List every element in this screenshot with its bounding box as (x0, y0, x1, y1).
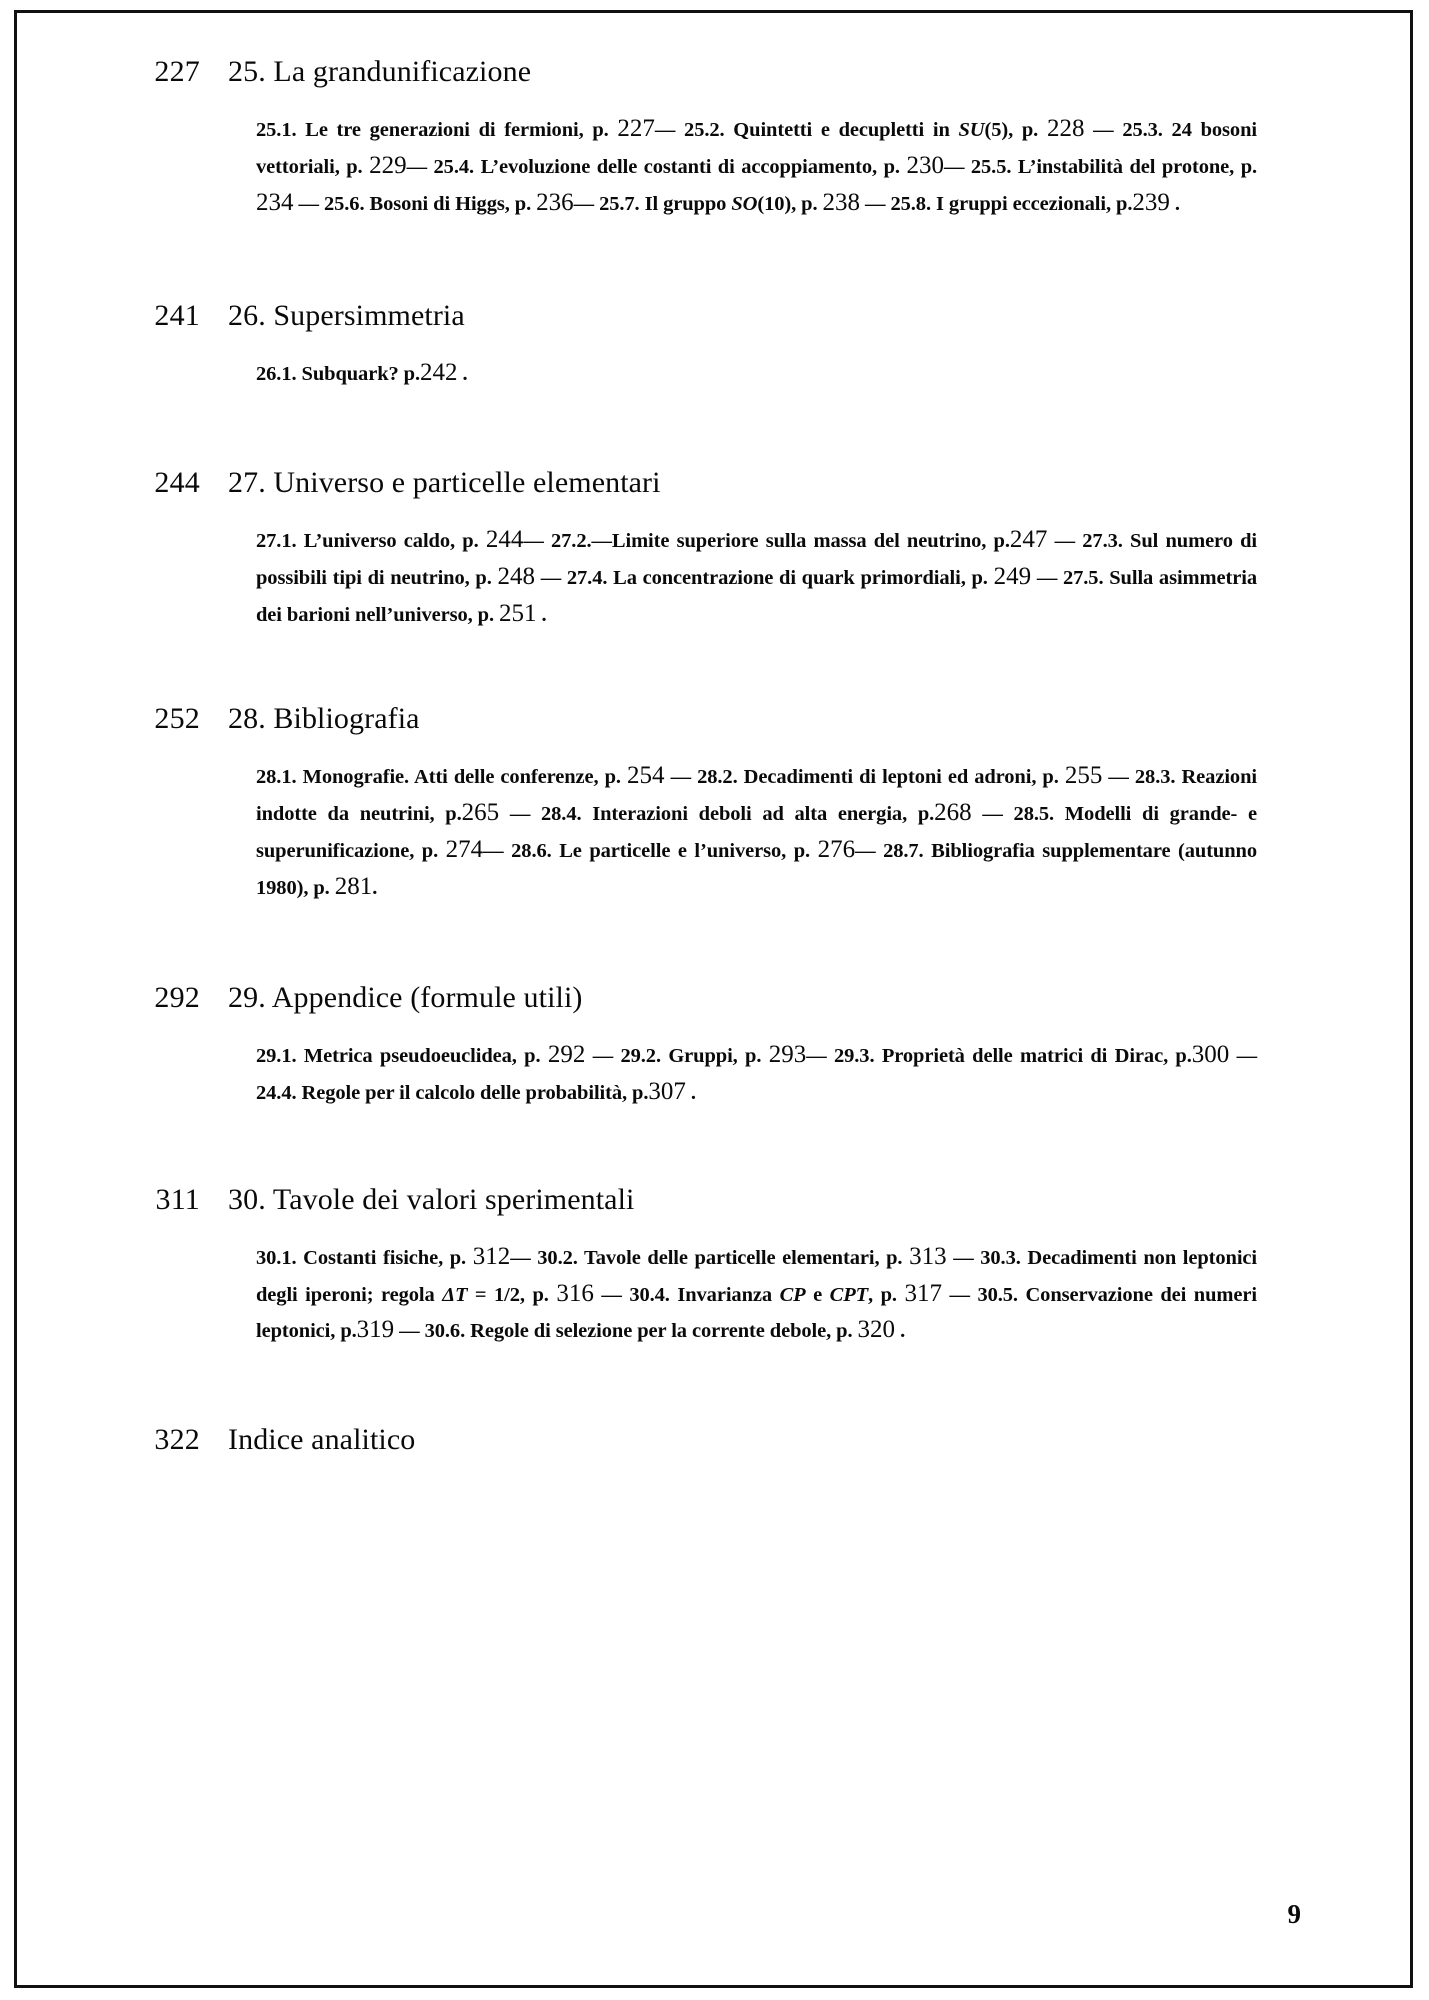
sub-30-5-page: 319 (356, 1316, 395, 1344)
toc-entry-heading (120, 466, 1309, 500)
sub-27-3-page: 248 (497, 562, 535, 590)
sub-27-1-num: 27.1. (256, 530, 297, 552)
page-folio-number: 9 (1287, 1899, 1301, 1929)
sub-25-1-num: 25.1. (256, 119, 297, 141)
toc-entry-29[interactable] (120, 981, 1309, 1111)
toc-entry-30[interactable] (120, 1183, 1309, 1349)
spacer (120, 905, 1309, 981)
toc-entry-heading (120, 55, 1309, 89)
sub-25-7-num: 25.7. (599, 192, 640, 215)
sub-30-3-num: 30.3. (980, 1246, 1021, 1269)
sub-28-3-page: 265 (461, 799, 500, 826)
toc-subentries-28: 28.1. Monografie. Atti delle conferenze, p. 254 — 28.2. Decadimenti di leptoni ed adroni, p. 255 — 28.3. Reazioni indotte da neutrini, p.265 — 28.4. Interazioni deboli ad alta energia, p.268 — 28.5. Modelli di grande- e superunificazione, p. 274— 28.6. Le particelle e l’universo, p. 276— 28.7. Bibliografia supplementare (autunno 1980), p. 281. (256, 762, 1257, 900)
sub-30-4-num: 30.4. (629, 1283, 670, 1306)
sub-25-8-page: 239 (1132, 188, 1170, 216)
sub-25-2-page: 228 (1046, 115, 1085, 142)
toc-entry-title: 26. Supersimmetria (228, 299, 465, 333)
sub-27-1-page: 244 (485, 526, 524, 553)
sub-27-4-page: 249 (993, 562, 1032, 590)
sub-29-2-num: 29.2. (620, 1045, 661, 1068)
toc-entry-title: 29. Appendice (formule utili) (228, 981, 583, 1015)
sub-28-6-page: 276 (817, 835, 856, 863)
sub-25-1-page: 227 (617, 115, 655, 142)
toc-entry-page-number: 241 (154, 299, 200, 333)
toc-entry-title: Indice analitico (228, 1423, 416, 1456)
sub-25-3-page: 229 (369, 151, 407, 179)
sub-25-5-num: 25.5. (970, 155, 1012, 178)
sub-28-2-page: 255 (1064, 762, 1103, 790)
sub-27-3-num: 27.3. (1082, 530, 1123, 552)
toc-entry-page-number: 227 (154, 55, 200, 88)
toc-entry-title: 25. La grandunificazione (228, 55, 532, 88)
toc-entry-title: 28. Bibliografia (228, 702, 420, 736)
toc-entry-heading (120, 299, 1309, 333)
sub-30-2-page: 313 (909, 1242, 947, 1270)
sub-30-5-num: 30.5. (977, 1283, 1018, 1306)
sub-29-2-page: 293 (768, 1041, 807, 1069)
sub-27-5-num: 27.5. (1062, 566, 1104, 589)
spacer (120, 221, 1309, 299)
toc-subentries-29: 29.1. Metrica pseudoeuclidea, p. 292 — 29.2. Gruppi, p. 293— 29.3. Proprietà delle matrici di Dirac, p.300 — 24.4. Regole per il calcolo delle probabilità, p.307 . (256, 1041, 1258, 1105)
sub-25-8-num: 25.8. (890, 192, 931, 215)
toc-entry-page-number: 244 (154, 466, 200, 499)
toc-entry-26[interactable] (120, 299, 1309, 392)
sub-28-2-num: 28.2. (697, 766, 738, 789)
sub-28-5-num: 28.5. (1013, 803, 1055, 825)
toc-subentries-26: 26.1. Subquark? p.242 . (256, 359, 468, 387)
sub-30-6-page: 320 (857, 1316, 896, 1344)
toc-entry-indice-analitico[interactable] (120, 1423, 1309, 1457)
sub-28-7-page: 281 (334, 872, 373, 900)
sub-30-1-page: 312 (472, 1242, 511, 1270)
sub-29-4-num: 24.4. (256, 1082, 297, 1104)
sub-25-6-page: 236 (536, 188, 574, 216)
toc-entry-28[interactable] (120, 702, 1309, 905)
toc-subentries-27: 27.1. L’universo caldo, p. 244— 27.2.—Limite superiore sulla massa del neutrino, p.247 — 27.3. Sul numero di possibili tipi di neutrino, p. 248 — 27.4. La concentrazione di quark primordiali, p. 249 — 27.5. Sulla asimmetria dei barioni nell’universo, p. 251 . (256, 526, 1257, 627)
sub-28-6-num: 28.6. (511, 839, 552, 862)
sub-30-1-num: 30.1. (256, 1246, 297, 1269)
toc-entry-heading (120, 702, 1309, 736)
toc-entry-title: 27. Universo e particelle elementari (228, 466, 661, 499)
spacer (120, 1349, 1309, 1423)
sub-25-3-num: 25.3. (1122, 119, 1163, 141)
sub-25-4-num: 25.4. (433, 155, 475, 178)
toc-entry-27[interactable] (120, 466, 1309, 632)
sub-25-4-page: 230 (906, 151, 944, 179)
sub-28-5-page: 274 (445, 835, 484, 863)
toc-entry-heading (120, 1423, 1309, 1457)
toc-entry-page-number: 322 (154, 1423, 200, 1456)
toc-entry-25[interactable] (120, 55, 1309, 221)
spacer (120, 1111, 1309, 1183)
sub-25-7-page: 238 (822, 188, 861, 216)
toc-entry-page-number: 311 (155, 1182, 200, 1216)
sub-26-1-num: 26.1. (256, 363, 297, 386)
sub-28-4-num: 28.4. (541, 803, 582, 825)
sub-30-3-page: 316 (556, 1279, 594, 1307)
sub-28-4-page: 268 (934, 799, 972, 826)
sub-28-7-num: 28.7. (883, 839, 924, 862)
sub-26-1-page: 242 (420, 359, 458, 387)
sub-25-2-num: 25.2. (684, 119, 725, 141)
sub-27-2-num: 27.2. (551, 530, 592, 552)
sub-29-3-num: 29.3. (833, 1045, 875, 1068)
toc-subentries-25: 25.1. Le tre generazioni di fermioni, p. 227— 25.2. Quintetti e decupletti in SU(5), p. 228 — 25.3. 24 bosoni vettoriali, p. 229— 25.4. L’evoluzione delle costanti di accoppiamento, p. 230— 25.5. L’instabilità del protone, p. 234 — 25.6. Bosoni di Higgs, p. 236— 25.7. Il gruppo SO(10), p. 238 — 25.8. I gruppi eccezionali, p.239 . (256, 115, 1258, 216)
sub-29-1-num: 29.1. (256, 1045, 297, 1068)
toc-entry-page-number: 292 (154, 981, 200, 1015)
sub-30-2-num: 30.2. (537, 1246, 578, 1269)
sub-25-6-num: 25.6. (323, 192, 365, 215)
sub-28-1-page: 254 (627, 762, 665, 790)
sub-27-4-num: 27.4. (566, 566, 608, 589)
sub-28-3-num: 28.3. (1134, 766, 1176, 789)
spacer (120, 632, 1309, 702)
sub-28-1-num: 28.1. (256, 766, 297, 789)
sub-29-4-page: 307 (648, 1078, 686, 1105)
sub-29-3-page: 300 (1191, 1041, 1230, 1069)
toc-entry-title: 30. Tavole dei valori sperimentali (228, 1182, 635, 1216)
sub-30-6-num: 30.6. (424, 1320, 466, 1343)
sub-30-4-page: 317 (904, 1279, 942, 1307)
sub-29-1-page: 292 (547, 1041, 586, 1069)
sub-27-2-page: 247 (1009, 526, 1048, 553)
toc-entry-page-number: 252 (154, 702, 200, 736)
sub-27-5-page: 251 (499, 599, 537, 627)
toc-entry-heading (120, 981, 1309, 1015)
sub-25-5-page: 234 (256, 188, 294, 216)
spacer (120, 392, 1309, 466)
toc-subentries-30: 30.1. Costanti fisiche, p. 312— 30.2. Tavole delle particelle elementari, p. 313 — 30.3. Decadimenti non leptonici degli iperoni; regola ΔT = 1/2, p. 316 — 30.4. Invarianza CP e CPT, p. 317 — 30.5. Conservazione dei numeri leptonici, p.319 — 30.6. Regole di selezione per la corrente debole, p. 320 . (256, 1242, 1258, 1344)
toc-entry-heading (120, 1183, 1309, 1217)
